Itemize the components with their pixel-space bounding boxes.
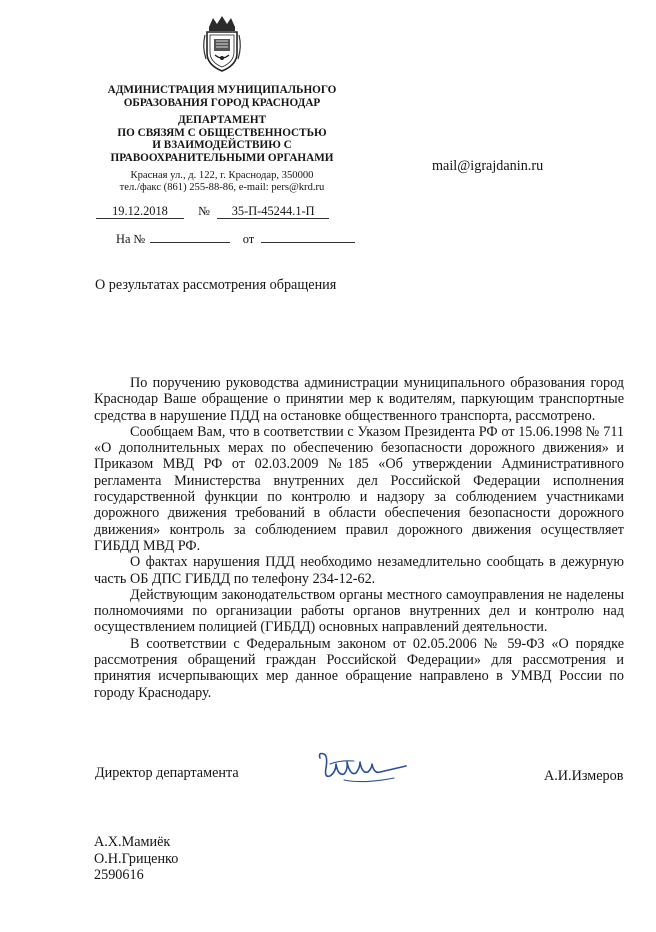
letter-subject: О результатах рассмотрения обращения (95, 277, 337, 293)
paragraph-1: По поручению руководства администрации муниципального образования город Краснодар Ваше обращение о принятии мер к водителям, паркующим транспортные средства в нарушение ПДД на остановке общественного транспорта, рассмотрено. (94, 375, 624, 424)
paragraph-2: Сообщаем Вам, что в соответствии с Указом Президента РФ от 15.06.1998 № 711 «О дополнительных мерах по обеспечению безопасности дорожного движения» и Приказом МВД РФ от 02.03.2009 №185 «Об утверждении Административного регламента Министерства внутренних дел Российской Федерации исполнения государственной функции по контролю и надзору за соблюдением участниками дорожного движения требований в области обеспечения безопасности дорожного движения» контроль за соблюдением правил дорожного движения осуществляет ГИБДД МВД РФ. (94, 423, 624, 554)
number-sign: № (198, 204, 211, 218)
handwritten-signature-icon (314, 746, 412, 790)
dept-line-4: ПРАВООХРАНИТЕЛЬНЫМИ ОРГАНАМИ (110, 151, 334, 164)
letter-body (94, 375, 624, 701)
reply-date-label: от (242, 232, 255, 246)
department-address (84, 170, 360, 195)
dept-line-2: ПО СВЯЗЯМ С ОБЩЕСТВЕННОСТЬЮ (117, 126, 327, 139)
organization-name (84, 84, 360, 109)
dept-line-3: И ВЗАИМОДЕЙСТВИЮ С (152, 139, 292, 152)
paragraph-5: В соответствии с Федеральным законом от 02.05.2006 № 59-ФЗ «О порядке рассмотрения обращений граждан Российской Федерации» для рассмотрения и принятия исчерпывающих мер данное обращение направлено в УМВД России по городу Краснодару. (94, 635, 624, 701)
registration-line (96, 204, 329, 219)
executor-phone: 2590616 (94, 867, 144, 883)
executor-1: А.Х.Мамиёк (94, 834, 171, 850)
executor-2: О.Н.Гриценко (94, 850, 179, 867)
reply-date-blank (261, 231, 355, 243)
org-line-2: ОБРАЗОВАНИЯ ГОРОД КРАСНОДАР (123, 96, 321, 109)
reply-reference-line (116, 231, 355, 247)
reply-number-blank (150, 231, 230, 243)
registration-number: 35-П-45244.1-П (217, 205, 329, 219)
address-line-2: тел./факс (861) 255-88-86, e-mail: pers@krd.ru (119, 182, 325, 194)
recipient-email: mail@igrajdanin.ru (432, 158, 544, 174)
coat-of-arms-icon (201, 15, 243, 73)
executors-block (94, 834, 178, 884)
reply-number-label: На № (116, 232, 146, 246)
signer-name: А.И.Измеров (544, 768, 624, 784)
department-name (84, 114, 360, 164)
paragraph-4: Действующим законодательством органы местного самоуправления не наделены полномочиями по организации работы органов внутренних дел и контролю над осуществлением полицией (ГИБДД) основных направлений деятельности. (94, 586, 624, 636)
org-line-1: АДМИНИСТРАЦИЯ МУНИЦИПАЛЬНОГО (107, 84, 337, 96)
registration-date: 19.12.2018 (96, 205, 184, 219)
paragraph-3: О фактах нарушения ПДД необходимо незамедлительно сообщать в дежурную часть ОБ ДПС ГИБДД по телефону 234-12-62. (94, 554, 624, 587)
dept-line-1: ДЕПАРТАМЕНТ (177, 114, 267, 126)
director-title: Директор департамента (95, 765, 239, 781)
address-line-1: Красная ул., д. 122, г. Краснодар, 350000 (130, 170, 314, 181)
